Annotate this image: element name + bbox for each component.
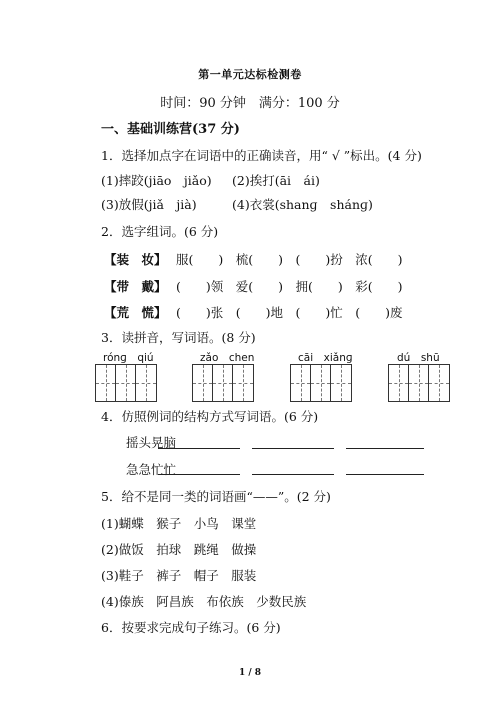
word-group: (1)蝴蝶 猴子 小鸟 课堂 [101, 516, 257, 531]
question-1-item: (2)挨打(āi ái) [232, 173, 320, 188]
word-group: (3)鞋子 裤子 帽子 服装 [101, 568, 257, 583]
pinyin-prompt: zǎo chen [200, 352, 255, 364]
section-heading: 一、基础训练营(37 分) [101, 122, 240, 137]
char-pair-label: 【装 妆】 [104, 252, 167, 267]
answer-blank[interactable] [252, 448, 334, 449]
writing-grid[interactable] [290, 364, 352, 402]
question-1-item: (4)衣裳(shanɡ shánɡ) [232, 197, 373, 212]
char-pair-row: ( )领 爱( ) 拥( ) 彩( ) [176, 279, 403, 294]
page-number: 1 / 8 [238, 668, 262, 678]
char-pair-label: 【荒 慌】 [104, 305, 167, 320]
example-word: 急急忙忙 [126, 462, 177, 477]
answer-blank[interactable] [252, 474, 334, 475]
pinyin-prompt: dú shū [397, 352, 440, 364]
question-1-item: (3)放假(jiǎ jià) [101, 197, 197, 212]
char-pair-row: ( )张 ( )地 ( )忙 ( )废 [176, 305, 403, 320]
char-pair-row: 服( ) 梳( ) ( )扮 浓( ) [176, 252, 403, 267]
question-4-prompt: 4．仿照例词的结构方式写词语。(6 分) [101, 409, 319, 424]
answer-blank[interactable] [346, 474, 424, 475]
char-pair-label: 【带 戴】 [104, 279, 167, 294]
question-6-prompt: 6．按要求完成句子练习。(6 分) [101, 620, 281, 635]
question-3-prompt: 3．读拼音，写词语。(8 分) [101, 330, 256, 345]
writing-grid[interactable] [192, 364, 254, 402]
question-1-prompt: 1．选择加点字在词语中的正确读音，用“ √ ”标出。(4 分) [101, 148, 422, 163]
exam-time-score: 时间：90 分钟 满分：100 分 [160, 96, 340, 111]
answer-blank[interactable] [346, 448, 424, 449]
word-group: (2)做饭 拍球 跳绳 做操 [101, 542, 257, 557]
writing-grid[interactable] [95, 364, 157, 402]
example-word: 摇头晃脑 [126, 435, 177, 450]
writing-grid[interactable] [388, 364, 450, 402]
pinyin-prompt: cāi xiǎnɡ [298, 352, 353, 364]
question-2-prompt: 2．选字组词。(6 分) [101, 224, 219, 239]
word-group: (4)傣族 阿昌族 布依族 少数民族 [101, 594, 307, 609]
answer-blank[interactable] [158, 474, 240, 475]
answer-blank[interactable] [158, 448, 240, 449]
question-5-prompt: 5．给不是同一类的词语画“——”。(2 分) [101, 489, 331, 504]
page-title: 第一单元达标检测卷 [198, 68, 302, 81]
pinyin-prompt: rónɡ qiú [103, 352, 154, 364]
question-1-item: (1)摔跤(jiāo jiǎo) [101, 173, 212, 188]
